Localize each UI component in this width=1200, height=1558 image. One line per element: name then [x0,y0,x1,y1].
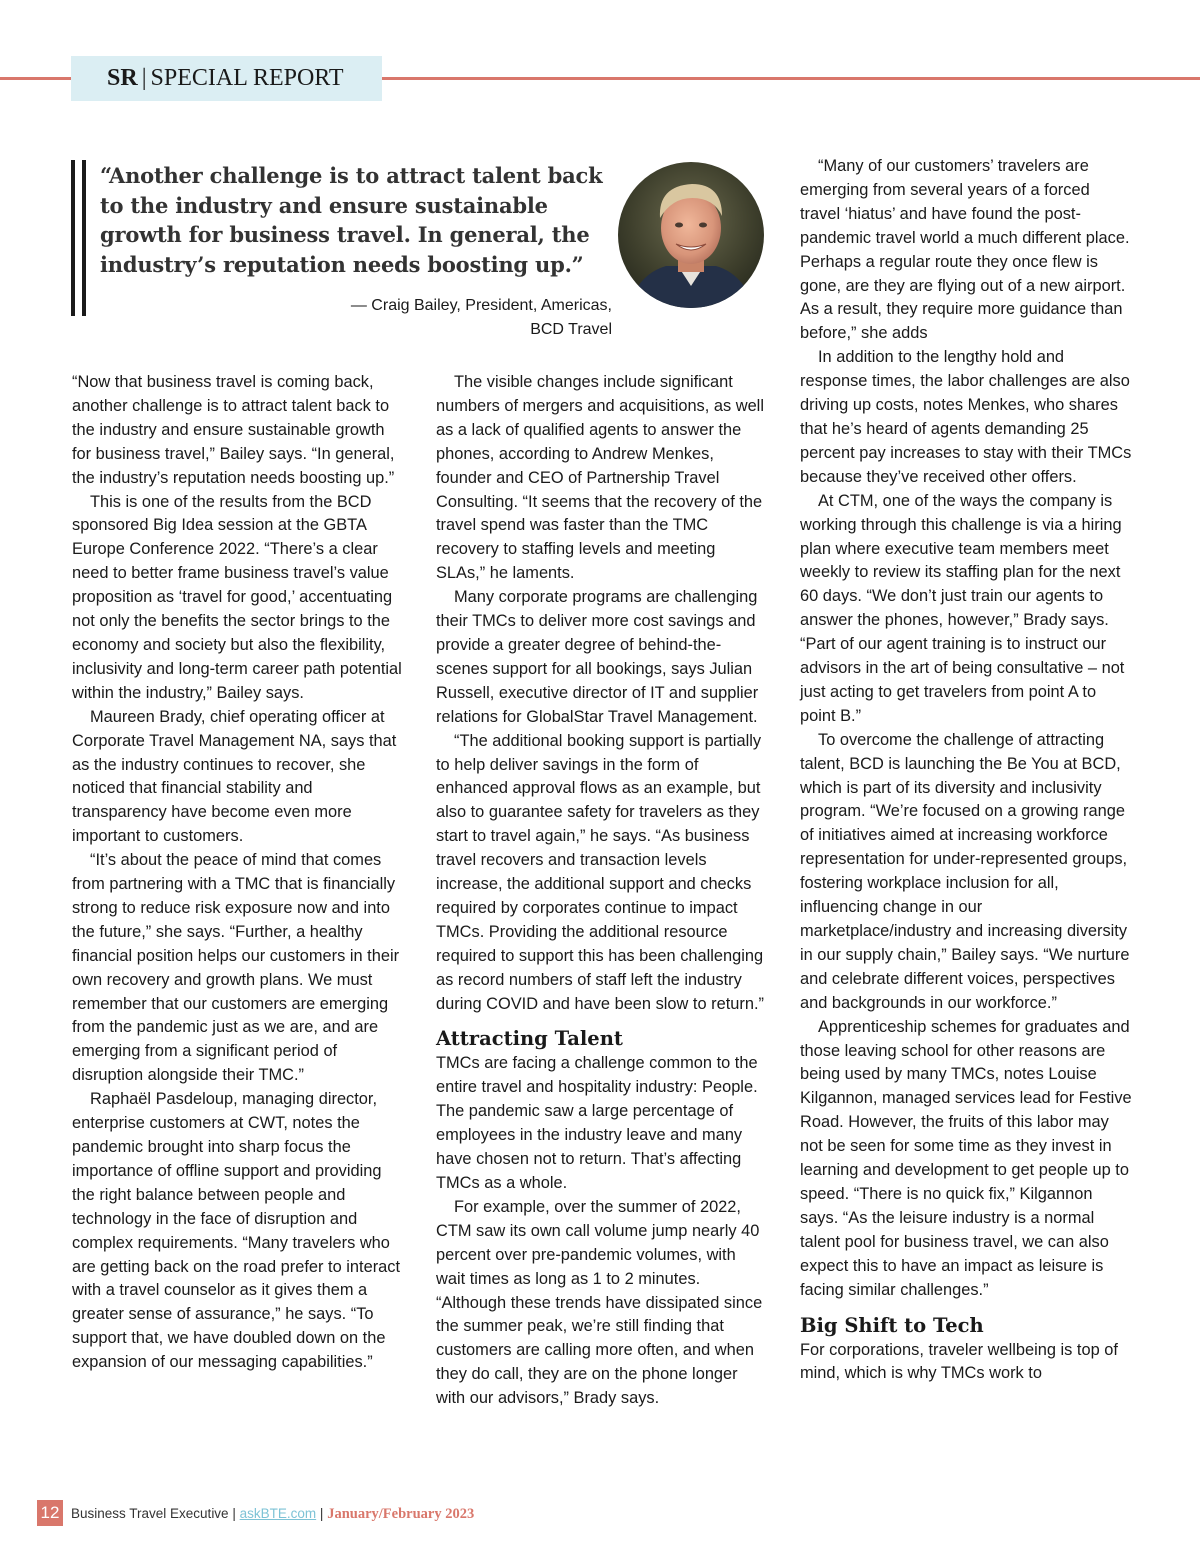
website-link[interactable]: askBTE.com [239,1506,317,1521]
paragraph: In addition to the lengthy hold and response times, the labor challenges are also driving up costs, notes Menkes, who shares that he’s heard of agents demanding 25 percent pay increases to stay with their TMCs because they’ve received other offers. [800,348,1132,486]
pull-quote-bar [82,160,86,316]
paragraph: Maureen Brady, chief operating officer at Corporate Travel Management NA, says that as the industry continues to recover, she noticed that financial stability and transparency have become even more important to customers. [72,707,397,846]
pull-quote-bar [71,160,75,316]
attribution-line-1: — Craig Bailey, President, Americas, [350,297,612,314]
pull-quote-text: “Another challenge is to attract talent back to the industry and ensure sustainable growth for business travel. In general, the industry’s reputation needs boosting up.” [100,163,603,277]
pull-quote-bars [71,160,89,316]
paragraph: Raphaël Pasdeloup, managing director, enterprise customers at CWT, notes the pandemic brought into sharp focus the importance of offline support and providing the right balance between people and technology in the face of disruption and complex requirements. “Many travelers who are getting back on the road prefer to interact with a travel counselor as it gives them a greater sense of assurance,” he says. “To support that, we have doubled down on the expansion of our messaging capabilities.” [72,1090,401,1372]
page-number: 12 [37,1500,63,1526]
paragraph: For corporations, traveler wellbeing is top of mind, which is why TMCs work to [800,1340,1118,1383]
issue-date: January/February 2023 [327,1506,475,1522]
header-rule-left [0,77,72,80]
portrait-photo [618,162,764,308]
paragraph: TMCs are facing a challenge common to the entire travel and hospitality industry: People. The pandemic saw a large percentage of employees in the industry leave and many have chosen not to return. That’s affecting TMCs as a whole. [436,1054,758,1192]
footer [71,1505,474,1523]
paragraph: Apprenticeship schemes for graduates and those leaving school for other reasons are being used by many TMCs, notes Louise Kilgannon, managed services lead for Festive Road. However, the fruits of this labor may not be seen for some time as they invest in learning and development to get people up to speed. “There is no quick fix,” Kilgannon says. “As the leisure industry is a normal talent pool for business travel, we can also expect this to have an impact as leisure is facing similar challenges.” [800,1017,1132,1299]
attribution-line-2: BCD Travel [530,321,612,338]
paragraph: To overcome the challenge of attracting talent, BCD is launching the Be You at BCD, which is part of its diversity and inclusivity program. “We’re focused on a growing range of initiatives aimed at increasing workforce representation for under-represented groups, fostering workplace inclusion for all, influencing change in our marketplace/industry and increasing diversity in our supply chain,” Bailey says. “We nurture and celebrate different voices, perspectives and backgrounds in our workforce.” [800,730,1130,1012]
article-column-2 [436,371,768,1411]
paragraph: For example, over the summer of 2022, CTM saw its own call volume jump nearly 40 percent over pre-pandemic volumes, with wait times as long as 1 to 2 minutes. “Although these trends have dissipated since the summer peak, we’re still finding that customers are calling more often, and when they do call, they are on the phone longer with our advisors,” Brady says. [436,1197,763,1408]
section-title: SPECIAL REPORT [150,65,344,91]
paragraph: The visible changes include significant numbers of mergers and acquisitions, as well as a lack of qualified agents to answer the phones, according to Andrew Menkes, founder and CEO of Partnership Travel Consulting. “It seems that the recovery of the travel spend was faster than the TMC recovery to staffing levels and meeting SLAs,” he laments. [436,373,764,583]
footer-separator: | [232,1506,236,1521]
paragraph: “It’s about the peace of mind that comes from partnering with a TMC that is financially strong to reduce risk exposure now and into the future,” she says. “Further, a healthy financial position helps our customers in their own recovery and growth plans. We must remember that our customers are emerging from the pandemic just as we are, and are emerging from a significant period of disruption alongside their TMC.” [72,851,400,1085]
subheading-attracting-talent: Attracting Talent [436,1027,623,1051]
section-tab [71,56,382,101]
footer-separator: | [319,1506,324,1521]
section-abbr: SR [107,65,138,91]
article-column-1 [72,371,404,1375]
paragraph: At CTM, one of the ways the company is working through this challenge is via a hiring plan where executive team members meet weekly to review its staffing plan for the next 60 days. “We don’t just train our agents to answer the phones, however,” Brady says. “Part of our agent training is to instruct our advisors in the art of being consultative – not just acting to get travelers from point A to point B.” [800,491,1125,725]
header-rule-right [382,77,1200,80]
paragraph: This is one of the results from the BCD sponsored Big Idea session at the GBTA Europe Conference 2022. “There’s a clear need to better frame business travel’s value proposition as ‘travel for good,’ accentuating not only the benefits the sector brings to the economy and society but also the flexibility, inclusivity and long-term career path potential within the industry,” Bailey says. [72,492,402,702]
paragraph: “Many of our customers’ travelers are emerging from several years of a forced travel ‘hiatus’ and have found the post-pandemic travel world a much different place. Perhaps a regular route they once flew is gone, are they are flying out of a new airport. As a result, they require more guidance than before,” she adds [800,157,1130,343]
subheading-big-shift-to-tech: Big Shift to Tech [800,1313,984,1337]
pull-quote-attribution [300,294,612,342]
article-column-3 [800,155,1132,1386]
paragraph: Many corporate programs are challenging their TMCs to deliver more cost savings and provide a greater degree of behind-the-scenes support for all bookings, says Julian Russell, executive director of IT and supplier relations for GlobalStar Travel Management. [436,588,759,726]
publication-name: Business Travel Executive [71,1506,229,1521]
paragraph: “The additional booking support is partially to help deliver savings in the form of enhanced approval flows as an example, but also to guarantee safety for travelers as they start to travel again,” he says. “As business travel recovers and transaction levels increase, the additional support and checks required by corporates continue to impact TMCs. Providing the additional resource required to support this has been challenging as record numbers of staff left the industry during COVID and have been slow to return.” [436,731,764,1013]
section-separator: | [141,65,147,91]
paragraph: “Now that business travel is coming back, another challenge is to attract talent back to the industry and ensure sustainable growth for business travel,” Bailey says. “In general, the industry’s reputation needs boosting up.” [72,373,395,487]
